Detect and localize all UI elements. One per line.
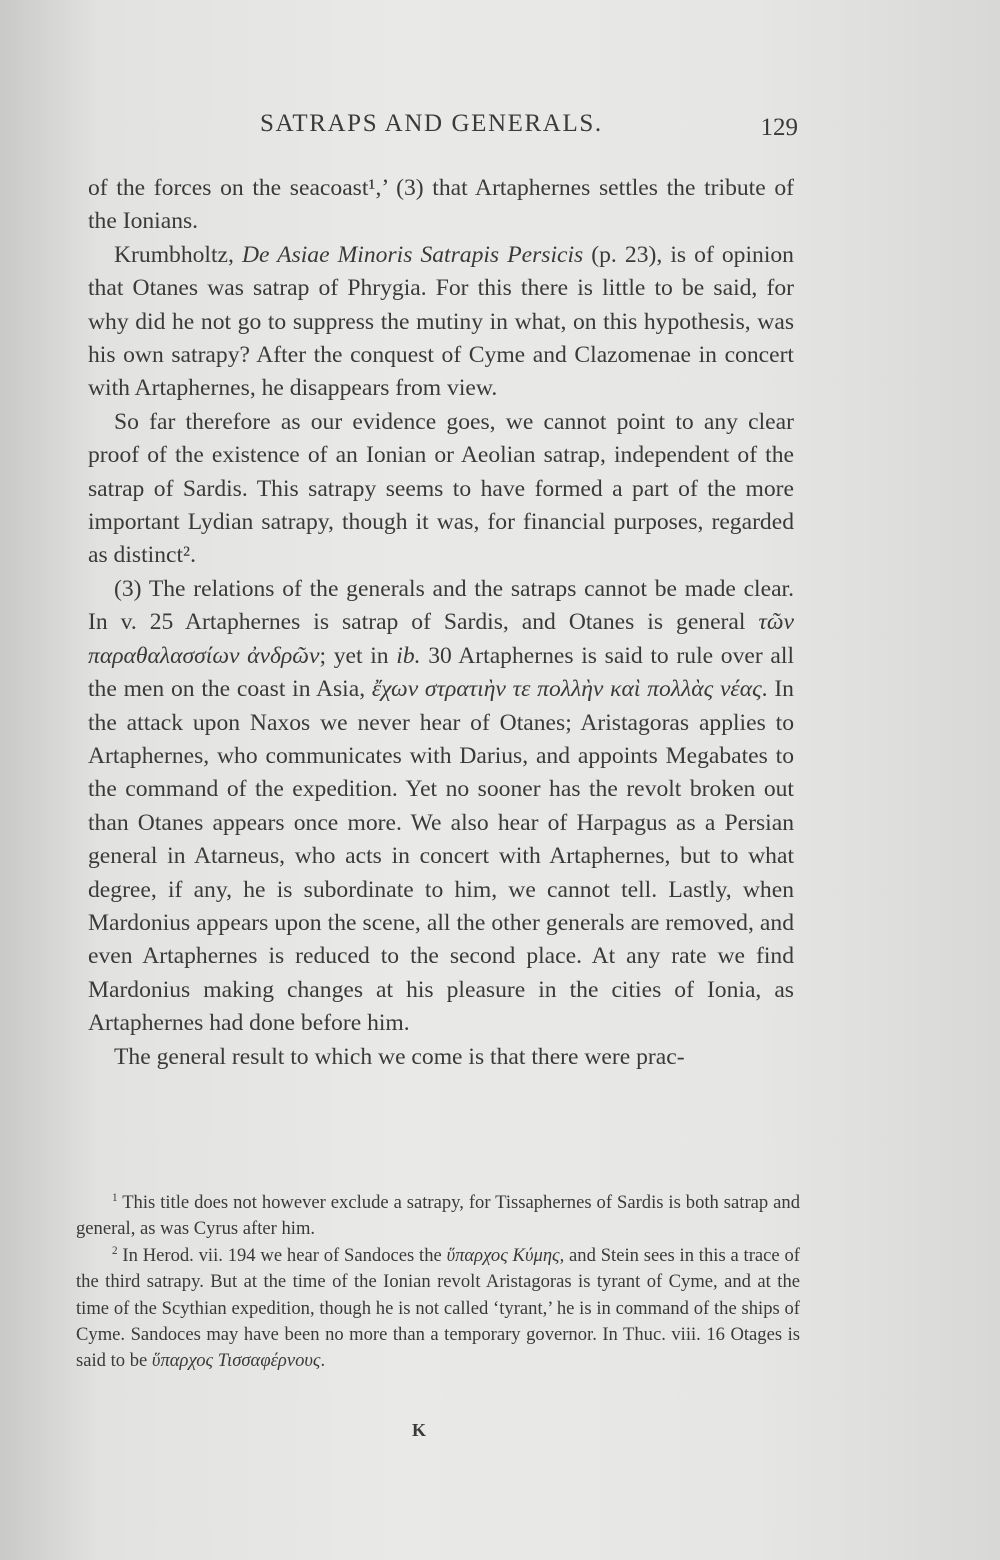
paragraph-1: of the forces on the seacoast¹,’ (3) that Artaphernes settles the tribute of the Ionians. bbox=[88, 175, 794, 235]
footnote-greek-2: ὕπαρχος Τισσαφέρνους bbox=[151, 1350, 321, 1372]
page-header bbox=[88, 110, 798, 150]
page-number: 129 bbox=[760, 114, 798, 141]
paragraph-3: So far therefore as our evidence goes, we cannot point to any clear proof of the existence of an Ionian or Aeolian satrap, independent of the satrap of Sardis. This satrapy seems to have formed a part of the more important Lydian satrapy, though it was, for financial purposes, regarded as distinct². bbox=[88, 408, 794, 569]
paragraph-2: Krumbholtz, De Asiae Minoris Satrapis Persicis (p. 23), is of opinion that Otanes was satrap of Phrygia. For this there is little to be said, for why did he not go to suppress the mutiny in what, on this hypothesis, was his own satrapy? After the conquest of Cyme and Clazomenae in concert with Artaphernes, he disappears from view. bbox=[88, 241, 794, 402]
footnote-1-mark: 1 bbox=[112, 1191, 118, 1204]
footnote-greek-1: ὕπαρχος Κύμης bbox=[446, 1244, 560, 1266]
paragraph-5: The general result to which we come is that there were prac- bbox=[114, 1043, 685, 1070]
footnote-2-mark: 2 bbox=[112, 1244, 118, 1257]
footnotes bbox=[76, 1190, 800, 1375]
running-head: SATRAPS AND GENERALS. bbox=[260, 110, 603, 137]
greek-quote-2: ἔχων στρατιὴν τε πολλὴν καὶ πολλὰς νέας bbox=[371, 676, 762, 703]
ibid-ref: ib. bbox=[396, 642, 421, 669]
paragraph-4: (3) The relations of the generals and the satraps cannot be made clear. In v. 25 Artaphernes is satrap of Sardis, and Otanes is general τῶν παραθαλασσίων ἀνδρῶν; yet in ib. 30 Artaphernes is said to rule over all the men on the coast in Asia, ἔχων στρατιὴν τε πολλὴν καὶ πολλὰς νέας. In the attack upon Naxos we never hear of Otanes; Aristagoras applies to Artaphernes, who communicates with Darius, and appoints Megabates to the command of the expedition. Yet no sooner has the revolt broken out than Otanes appears once more. We also hear of Harpagus as a Persian general in Atarneus, who acts in concert with Artaphernes, but to what degree, if any, he is subordinate to him, we cannot tell. Lastly, when Mardonius appears upon the scene, all the other generals are removed, and even Artaphernes is reduced to the second place. At any rate we find Mardonius making changes at his pleasure in the cities of Ionia, as Artaphernes had done before him. bbox=[88, 575, 795, 1037]
footnote-2: $^2$ In Herod. vii. 194 we hear of Sandoces the ὕπαρχος Κύμης, and Stein sees in this a trace of the third satrapy. But at the time of the Ionian revolt Aristagoras is tyrant of Cyme, and at the time of the Scythian expedition, though he is not called ‘tyrant,’ he is in command of the ships of Cyme. Sandoces may have been no more than a temporary governor. In Thuc. viii. 16 Otages is said to be ὕπαρχος Τισσαφέρνους. bbox=[76, 1244, 800, 1372]
greek-quote-1: τῶν παραθαλασσίων ἀνδρῶν bbox=[88, 609, 794, 669]
signature-mark: K bbox=[412, 1420, 427, 1440]
main-text bbox=[88, 172, 794, 1074]
footnote-1: $^1$ This title does not however exclude a satrapy, for Tissaphernes of Sardis is both satrap and general, as was Cyrus after him. bbox=[76, 1191, 800, 1240]
book-title: De Asiae Minoris Satrapis Persicis bbox=[242, 241, 584, 268]
